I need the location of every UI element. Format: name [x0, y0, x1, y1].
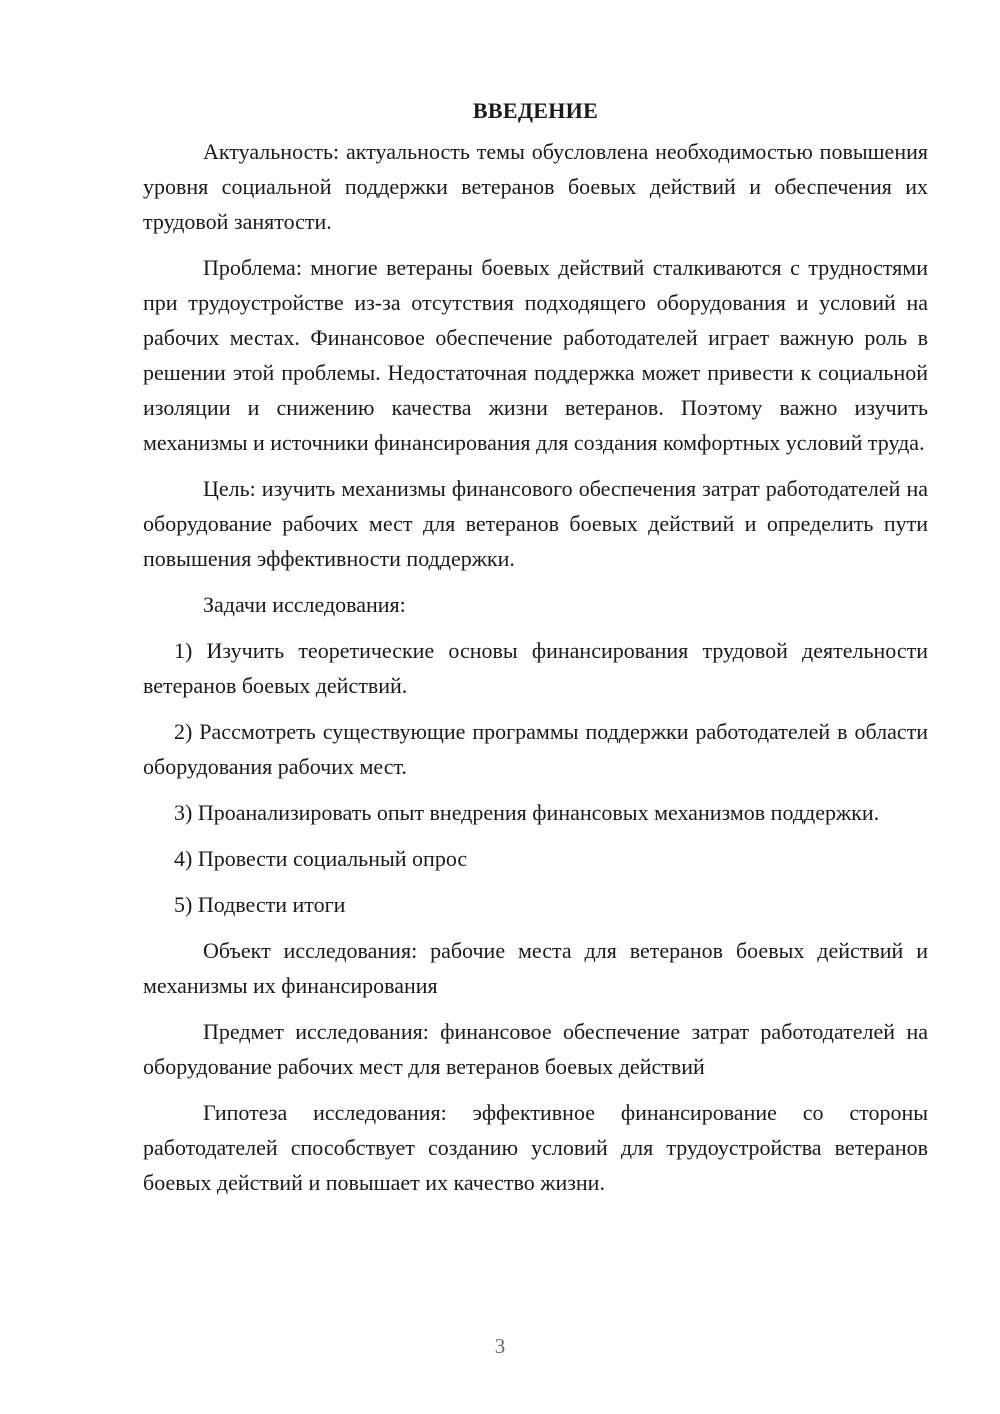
page-number: 3: [494, 1334, 506, 1358]
paragraph-subject: Предмет исследования: финансовое обеспечение затрат работодателей на оборудование рабочих мест для ветеранов боевых действий: [143, 1019, 928, 1079]
paragraph-goal: Цель: изучить механизмы финансового обеспечения затрат работодателей на оборудование рабочих мест для ветеранов боевых действий и определить пути повышения эффективности поддержки.: [143, 476, 928, 571]
paragraph-tasks-heading: Задачи исследования:: [203, 592, 406, 617]
task-item-3: 3) Проанализировать опыт внедрения финансовых механизмов поддержки.: [174, 800, 880, 825]
page-content: [143, 96, 928, 1211]
page-title: ВВЕДЕНИЕ: [472, 98, 599, 123]
paragraph-relevance: Актуальность: актуальность темы обусловлена необходимостью повышения уровня социальной поддержки ветеранов боевых действий и обеспечения их трудовой занятости.: [143, 139, 928, 234]
paragraph-problem: Проблема: многие ветераны боевых действий сталкиваются с трудностями при трудоустройстве из-за отсутствия подходящего оборудования и условий на рабочих местах. Финансовое обеспечение работодателей играет важную роль в решении этой проблемы. Недостаточная поддержка может привести к социальной изоляции и снижению качества жизни ветеранов. Поэтому важно изучить механизмы и источники финансирования для создания комфортных условий труда.: [143, 255, 928, 455]
task-item-2: 2) Рассмотреть существующие программы поддержки работодателей в области оборудования рабочих мест.: [143, 719, 928, 779]
task-item-4: 4) Провести социальный опрос: [174, 846, 468, 871]
task-item-1: 1) Изучить теоретические основы финансирования трудовой деятельности ветеранов боевых действий.: [143, 638, 928, 698]
task-item-5: 5) Подвести итоги: [174, 892, 346, 917]
paragraph-hypothesis: Гипотеза исследования: эффективное финансирование со стороны работодателей способствует созданию условий для трудоустройства ветеранов боевых действий и повышает их качество жизни.: [143, 1100, 928, 1195]
paragraph-object: Объект исследования: рабочие места для ветеранов боевых действий и механизмы их финансирования: [143, 938, 928, 998]
